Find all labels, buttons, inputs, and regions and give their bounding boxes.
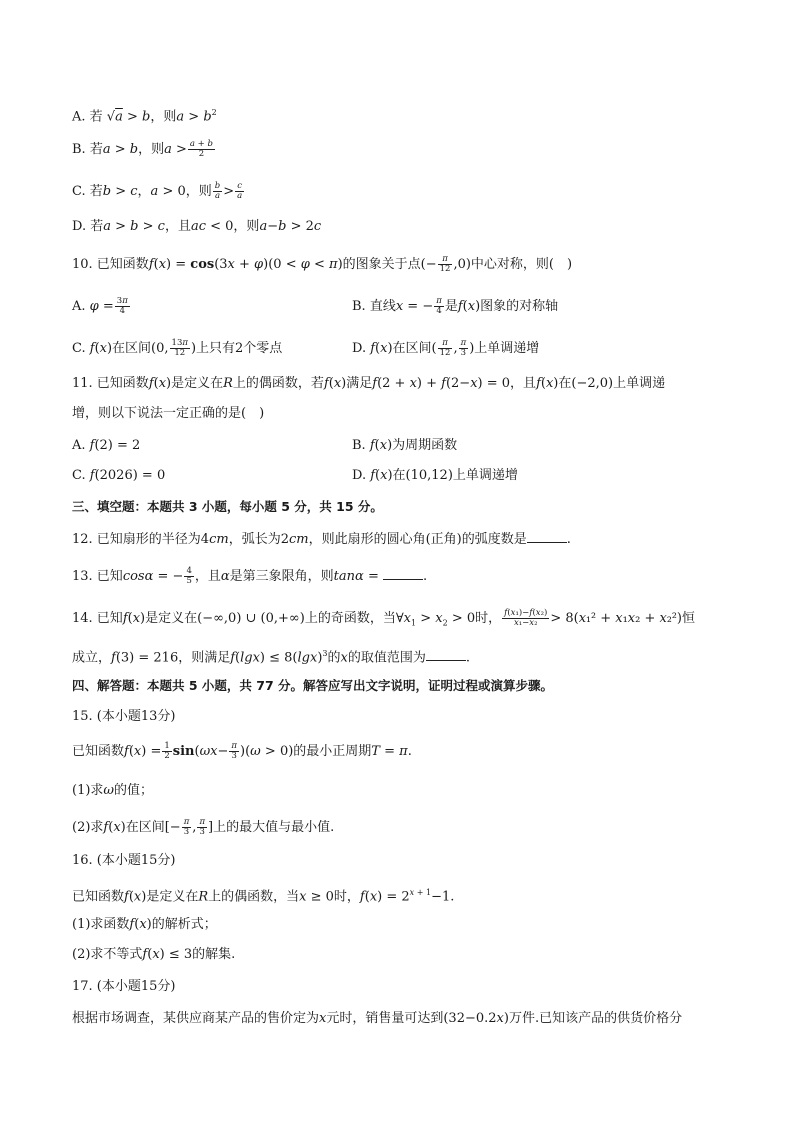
- q10-option-b: B. 直线x = − $\frac{\pi}{4}$ 是f(x)图象的对称轴: [352, 296, 559, 316]
- q10-option-d: D. f(x)在区间( $\frac{\pi}{12}$ , $\frac{\pi}{3}$ )上单调递增: [352, 338, 540, 358]
- q16-stem: 已知函数f(x)是定义在R上的偶函数，当x ≥ 0时，$f(x) = 2^{x + 1}-1$.: [72, 888, 455, 905]
- q13: 13. 已知cosα = − $\frac{4}{5}$ ，且α是第三象限角，则tanα = .: [72, 566, 428, 586]
- q9-option-d: D. 若a > b > c，且ac < 0，则a−b > 2c: [72, 219, 322, 234]
- q10-stem: 10. 已知函数f(x) = cos(3x + φ)(0 < φ < π)的图象关于点(− $\frac{\pi}{12}$ ,0)中心对称，则( ): [72, 254, 573, 274]
- q11-option-d: D. f(x)在(10,12)上单调递增: [352, 468, 518, 483]
- q16-part2: (2)求不等式f(x) ≤ 3的解集.: [72, 947, 236, 962]
- q17-heading: 17. (本小题15分): [72, 979, 176, 994]
- q9-option-c: C. 若b > c，a > 0，则 $\frac{b}{a}$ > $\frac{c}{a}$: [72, 181, 243, 201]
- q16-part1: (1)求函数f(x)的解析式；: [72, 917, 217, 932]
- option-label: A. 若: [72, 109, 107, 125]
- q9-option-a: A. 若 √a > b，则$a > b^2$: [72, 108, 217, 125]
- section-4-heading: 四、解答题：本题共 5 小题，共 77 分。解答应写出文字说明，证明过程或演算步骤。: [72, 678, 554, 693]
- q15-part1: (1)求ω的值；: [72, 783, 154, 798]
- q11-option-b: B. f(x)为周期函数: [352, 438, 458, 453]
- section-3-heading: 三、填空题：本题共 3 小题，每小题 5 分，共 15 分。: [72, 499, 383, 514]
- q10-option-c: C. f(x)在区间(0, $\frac{13\pi}{12}$ )上只有2个零点: [72, 338, 283, 358]
- q12: 12. 已知扇形的半径为4cm，弧长为2cm，则此扇形的圆心角(正角)的弧度数是 .: [72, 532, 571, 547]
- q16-heading: 16. (本小题15分): [72, 853, 176, 868]
- q15-stem: 已知函数f(x) = $\frac{1}{2}$ sin(ωx− $\frac{\pi}{3}$ )(ω > 0)的最小正周期T = π.: [72, 741, 412, 761]
- q10-option-a: A. φ = $\frac{3\pi}{4}$: [72, 296, 128, 316]
- q14-line1: 14. 已知f(x)是定义在(−∞,0) ∪ (0,+∞)上的奇函数，当$\forall x_1 > x_2 > 0$时， $\frac{\text{f(x₁)−f(x₂)}}{\text{x₁−x₂}}$ > 8(x₁² + x₁x₂ + x₂²)恒: [72, 608, 695, 628]
- q17-stem: 根据市场调查，某供应商某产品的售价定为x元时，销售量可达到(32−0.2x)万件.已知该产品的供货价格分: [72, 1011, 683, 1026]
- q11-stem-line1: 11. 已知函数f(x)是定义在R上的偶函数，若f(x)满足f(2 + x) + f(2−x) = 0，且f(x)在(−2,0)上单调递: [72, 376, 666, 391]
- q14-line2: 成立，f(3) = 216，则满足$f(\lg x) \le 8(\lg x)^3$的x的取值范围为 .: [72, 649, 470, 666]
- q11-option-a: A. f(2) = 2: [72, 438, 141, 453]
- q15-heading: 15. (本小题13分): [72, 709, 176, 724]
- q9-option-b: B. 若a > b，则a > $\frac{a + b}{2}$: [72, 139, 213, 159]
- q11-option-c: C. f(2026) = 0: [72, 468, 166, 483]
- q15-part2: (2)求f(x)在区间[− $\frac{\pi}{3}$ , $\frac{\pi}{3}$ ]上的最大值与最小值.: [72, 817, 335, 837]
- q11-stem-line2: 增，则以下说法一定正确的是( ): [72, 406, 265, 421]
